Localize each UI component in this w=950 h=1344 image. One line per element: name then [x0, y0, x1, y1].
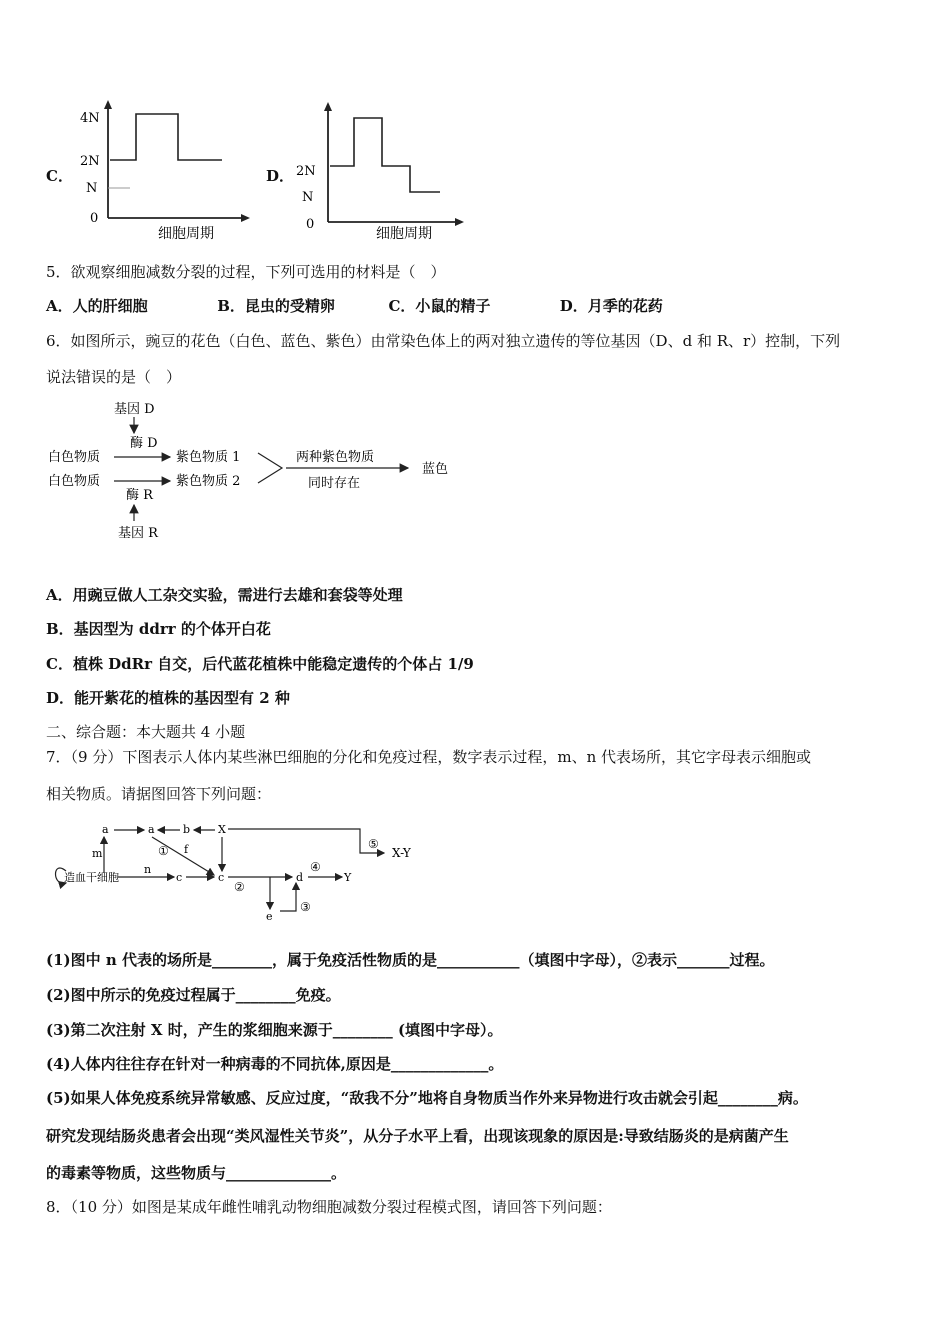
a2-label: a: [148, 823, 155, 836]
q6-pathway-diagram: [46, 395, 466, 550]
graph-c-ylabel-4n: 4N: [80, 111, 100, 126]
q6-stem-line2: 说法错误的是（ ）: [46, 368, 182, 386]
graph-d-ylabel-n: N: [302, 190, 314, 205]
graph-c: [70, 100, 250, 240]
graph-d-curve: [330, 118, 440, 192]
m-label: m: [92, 847, 103, 860]
stem-cell-text: 造血干细胞: [64, 871, 119, 884]
q6-option-c[interactable]: C．植株 DdRr 自交，后代蓝花植株中能稳定遗传的个体占 1/9: [46, 655, 474, 673]
purple-substance-2: 紫色物质 2: [176, 474, 241, 489]
graph-c-label: C．: [46, 167, 73, 185]
q7-immune-diagram: [52, 815, 432, 925]
q7-sub-1: (1)图中 n 代表的场所是________，属于免疫活性物质的是___________（填图中字母），②表示_______过程。: [46, 951, 775, 969]
blue-text: 蓝色: [422, 462, 449, 477]
circle-3-label: ③: [300, 900, 311, 914]
enzyme-r-text: 酶 R: [126, 488, 153, 503]
graph-c-ylabel-2n: 2N: [80, 154, 100, 169]
q5-option-d[interactable]: D．月季的花药: [559, 297, 663, 315]
graph-d-xlabel: 细胞周期: [376, 226, 432, 242]
circle-5-label: ⑤: [368, 837, 379, 851]
two-purple-text: 两种紫色物质: [296, 450, 375, 465]
q7-sub-2: (2)图中所示的免疫过程属于________免疫。: [46, 986, 341, 1004]
q5-option-c[interactable]: C．小鼠的精子: [388, 297, 491, 315]
c2-label: c: [218, 871, 225, 884]
enzyme-d-text: 酶 D: [130, 436, 158, 451]
gene-r-text: 基因 R: [118, 526, 158, 541]
q7-sub-5-cont1: 研究发现结肠炎患者会出现“类风湿性关节炎”，从分子水平上看，出现该现象的原因是:导致结肠炎的是病菌产生: [46, 1127, 789, 1145]
a-top-label: a: [102, 823, 109, 836]
q7-sub-5-cont2: 的毒素等物质，这些物质与______________。: [46, 1164, 347, 1182]
purple-substance-1: 紫色物质 1: [176, 450, 241, 465]
q5-stem: 5．欲观察细胞减数分裂的过程，下列可选用的材料是（ ）: [46, 263, 446, 281]
q7-sub-3: (3)第二次注射 X 时，产生的浆细胞来源于________ (填图中字母）。: [46, 1021, 503, 1039]
section-2-heading: 二、综合题：本大题共 4 小题: [46, 723, 246, 741]
graph-c-curve: [110, 114, 222, 160]
b-label: b: [183, 823, 191, 836]
white-substance-2: 白色物质: [48, 474, 101, 489]
coexist-text: 同时存在: [308, 476, 361, 491]
q8-stem: 8．（10 分）如图是某成年雌性哺乳动物细胞减数分裂过程模式图，请回答下列问题：: [46, 1198, 612, 1216]
q7-sub-5: (5)如果人体免疫系统异常敏感、反应过度，“敌我不分”地将自身物质当作外来异物进行攻击就会引起________病。: [46, 1089, 808, 1107]
q6-option-b[interactable]: B．基因型为 ddrr 的个体开白花: [46, 620, 271, 638]
circle-4-label: ④: [310, 860, 321, 874]
f-label: f: [184, 843, 189, 856]
q7-stem-line2: 相关物质。请据图回答下列问题：: [46, 785, 272, 803]
graph-d-ylabel-2n: 2N: [296, 164, 316, 179]
q7-sub-4: (4)人体内往往存在针对一种病毒的不同抗体,原因是_____________。: [46, 1055, 504, 1073]
q7-stem-line1: 7．（9 分）下图表示人体内某些淋巴细胞的分化和免疫过程，数字表示过程，m、n 代表场所，其它字母表示细胞或: [46, 748, 812, 766]
gene-d-text: 基因 D: [114, 402, 155, 417]
q6-stem-line1: 6．如图所示，豌豆的花色（白色、蓝色、紫色）由常染色体上的两对独立遗传的等位基因（D、d 和 R、r）控制，下列: [46, 332, 841, 350]
e-label: e: [266, 910, 273, 923]
n-label: n: [144, 863, 152, 876]
white-substance-1: 白色物质: [48, 450, 101, 465]
graph-d: [292, 100, 472, 245]
q5-options: [46, 296, 663, 316]
q5-option-b[interactable]: B．昆虫的受精卵: [217, 297, 335, 315]
graph-c-ylabel-n: N: [86, 181, 98, 196]
graph-d-label: D．: [266, 167, 295, 185]
c1-label: c: [176, 871, 183, 884]
d-label: d: [296, 871, 304, 884]
circle-2-label: ②: [234, 880, 245, 894]
x-label: X: [218, 823, 226, 836]
q5-option-a[interactable]: A．人的肝细胞: [46, 297, 148, 315]
graph-c-xlabel: 细胞周期: [158, 226, 214, 240]
y-label: Y: [344, 871, 352, 884]
q6-option-d[interactable]: D．能开紫花的植株的基因型有 2 种: [46, 689, 290, 707]
graph-c-ylabel-0: 0: [90, 211, 99, 226]
q6-option-a[interactable]: A．用豌豆做人工杂交实验，需进行去雄和套袋等处理: [46, 586, 403, 604]
circle-1-label: ①: [158, 844, 169, 858]
graph-d-ylabel-0: 0: [306, 217, 315, 232]
xy-label: X-Y: [392, 846, 411, 860]
